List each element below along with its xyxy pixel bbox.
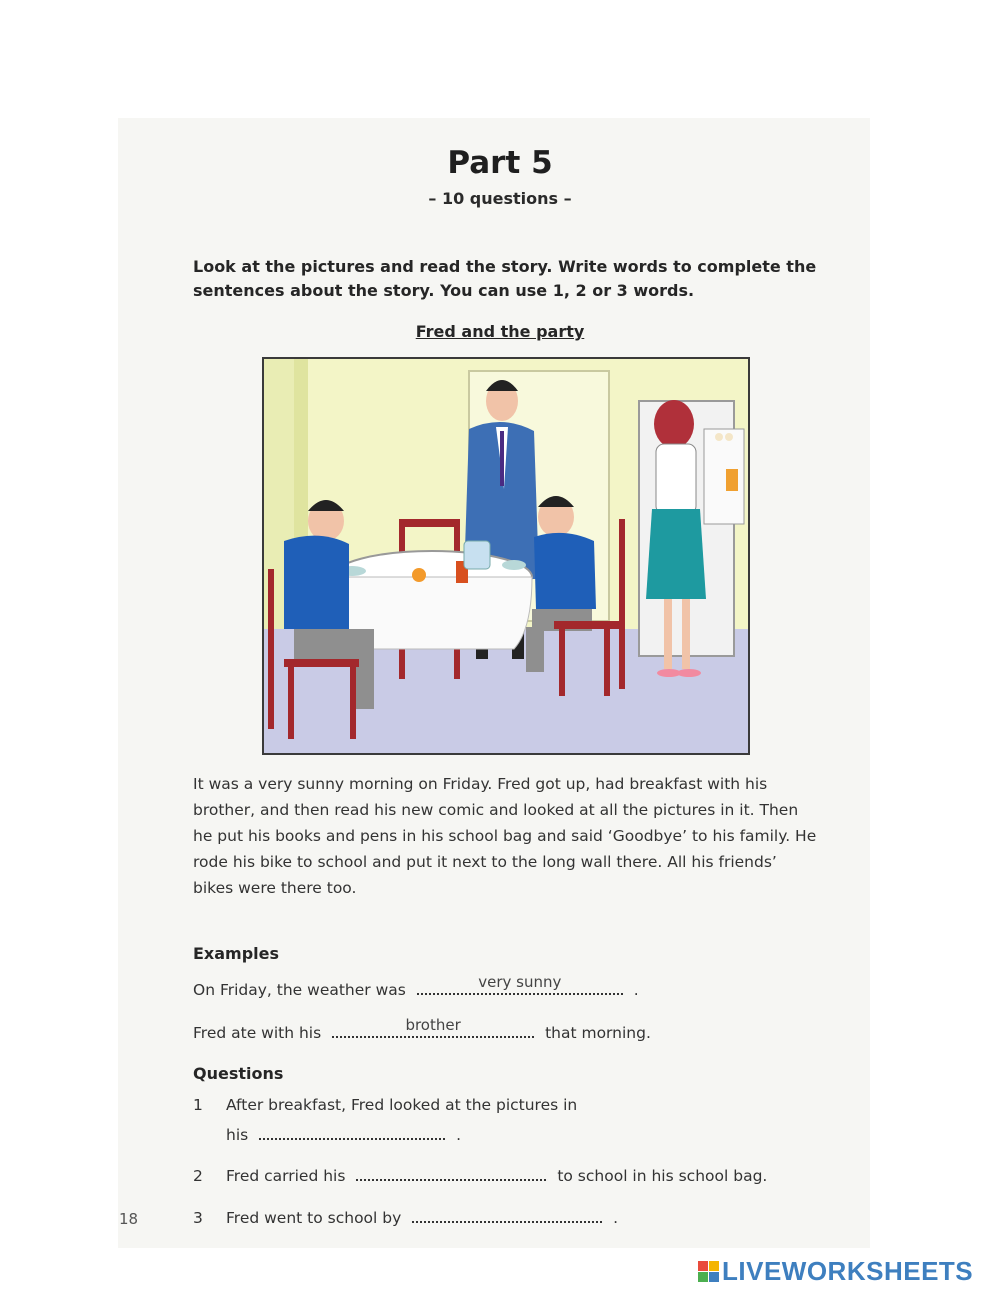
liveworksheets-logo[interactable] (698, 1256, 973, 1287)
answer-input-3[interactable] (412, 1203, 602, 1223)
example-text-before: On Friday, the weather was (193, 981, 406, 999)
question-text: After breakfast, Fred looked at the pictures in (226, 1096, 578, 1114)
answer-input-1[interactable] (259, 1120, 445, 1140)
example-text-before: Fred ate with his (193, 1024, 322, 1042)
question-1-continuation (226, 1120, 461, 1144)
example-answer-field (332, 1018, 534, 1038)
question-text-after: . (613, 1209, 619, 1227)
answer-input-2[interactable] (356, 1161, 546, 1181)
examples-heading: Examples (193, 944, 280, 963)
example-answer-field (417, 975, 623, 995)
question-text-before: his (226, 1126, 249, 1144)
breakfast-scene-image (264, 359, 748, 753)
example-answer: brother (405, 1016, 461, 1034)
example-item (193, 975, 639, 999)
page-number: 18 (119, 1210, 139, 1228)
question-text-before: Fred went to school by (226, 1209, 402, 1227)
instructions: Look at the pictures and read the story. Write words to complete the sentences about the story. You can use 1, 2 or 3 words. (193, 257, 817, 300)
page-subtitle: – 10 questions – (428, 189, 572, 208)
example-text-after: that morning. (545, 1024, 651, 1042)
logo-square (709, 1272, 719, 1282)
question-3 (193, 1203, 618, 1227)
logo-square (698, 1272, 708, 1282)
question-text-before: Fred carried his (226, 1167, 346, 1185)
question-number: 1 (193, 1096, 203, 1114)
brand-name: LIVEWORKSHEETS (722, 1256, 974, 1286)
story-text: It was a very sunny morning on Friday. Fred got up, had breakfast with his brother, and then read his new comic and looked at all the pictures in it. Then he put his books and pens in his school bag and said ‘Goodbye’ to his family. He rode his bike to school and put it next to the long wall there. All his friends’ bikes were there too. (193, 775, 817, 897)
logo-square (709, 1261, 719, 1271)
logo-square (698, 1261, 708, 1271)
question-number: 3 (193, 1209, 203, 1227)
question-text-after: . (456, 1126, 462, 1144)
questions-heading: Questions (193, 1064, 284, 1083)
question-2 (193, 1161, 767, 1185)
story-illustration (262, 357, 750, 755)
page-title: Part 5 (447, 145, 553, 181)
story-title: Fred and the party (415, 322, 585, 341)
question-text-after: to school in his school bag. (557, 1167, 768, 1185)
question-number: 2 (193, 1167, 203, 1185)
question-1 (193, 1096, 577, 1114)
example-answer: very sunny (478, 973, 562, 991)
example-item (193, 1018, 651, 1042)
logo-squares-icon (698, 1261, 719, 1282)
example-text-after: . (633, 981, 639, 999)
